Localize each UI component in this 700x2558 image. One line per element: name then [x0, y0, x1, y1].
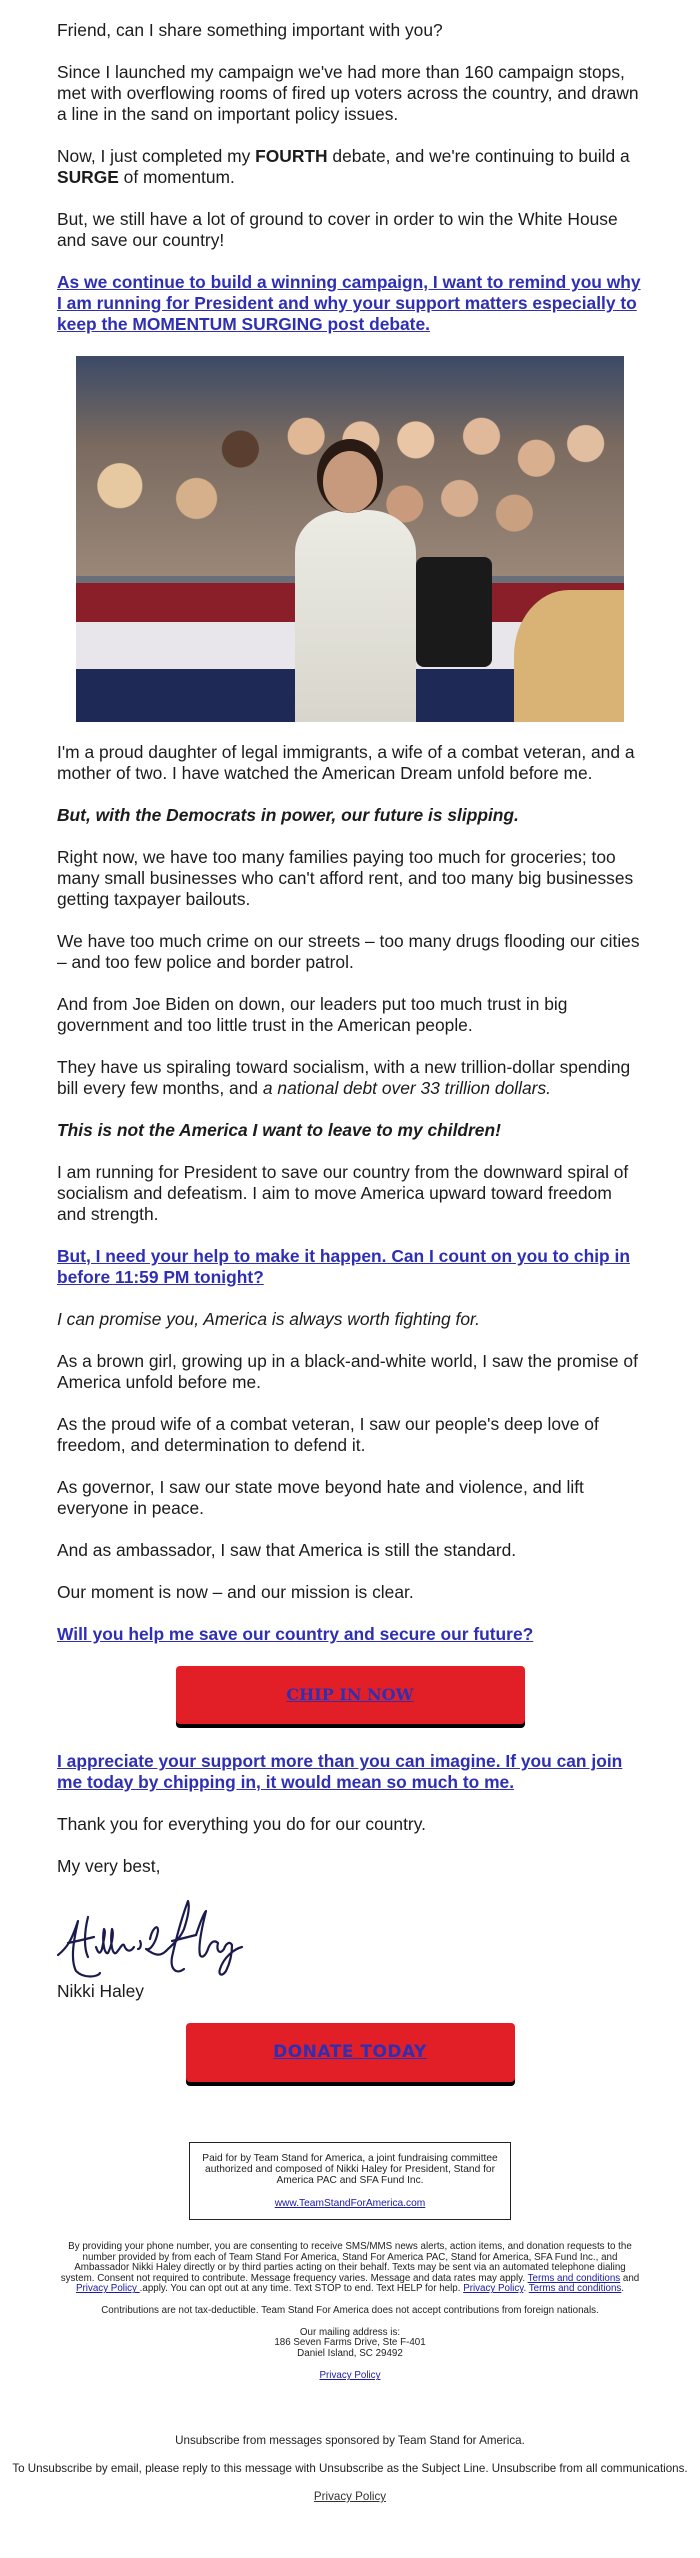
- sms-disclaimer: [58, 2242, 643, 2317]
- governor-paragraph: As governor, I saw our state move beyond hate and violence, and lift everyone in peace.: [57, 1477, 584, 1518]
- sms-text: .: [621, 2283, 625, 2295]
- fourth-emphasis: FOURTH: [255, 146, 328, 166]
- signoff: My very best,: [57, 1856, 161, 1876]
- help-link-paragraph: [57, 1246, 643, 1288]
- campaign-stops-paragraph: Since I launched my campaign we've had more than 160 campaign stops, met with overflowing rooms of fired up voters across the country, and drawn a line in the sand on important policy issues.: [57, 62, 639, 124]
- momentum-link[interactable]: As we continue to build a winning campaign, I want to remind you why I am running for President and why your support matters especially to keep the MOMENTUM SURGING post debate.: [57, 272, 641, 334]
- sms-text: and: [620, 2272, 640, 2284]
- paid-for-wrap: [0, 2142, 700, 2220]
- momentum-link-paragraph: [57, 272, 643, 335]
- sms-text: By providing your phone number, you are consenting to receive SMS/MMS news alerts, action items, and donation requests to the number provided by from each of Team Stand For America, Stand For America PAC, Stand for America, SFA Fund Inc., and Ambassador Nikki Haley directly or by third parties acting on their behalf. Texts may be sent via an automated telephone dialing system. Consent not required to contribute. Message frequency varies. Message and data rates may apply.: [60, 2241, 632, 2284]
- terms-link[interactable]: Terms and conditions: [527, 2272, 621, 2284]
- chip-in-now-button[interactable]: CHIP IN NOW: [176, 1666, 525, 1724]
- appreciate-link-paragraph: [57, 1751, 643, 1793]
- privacy-link[interactable]: Privacy Policy: [463, 2283, 524, 2295]
- debate-text: of momentum.: [118, 167, 235, 187]
- foreground-person: [514, 590, 624, 722]
- appreciate-link[interactable]: I appreciate your support more than you can imagine. If you can join me today by chipping in, it would mean so much to me.: [57, 1751, 623, 1792]
- wife-paragraph: As the proud wife of a combat veteran, I saw our people's deep love of freedom, and determination to defend it.: [57, 1414, 599, 1455]
- terms-link[interactable]: Terms and conditions: [528, 2283, 622, 2295]
- privacy-policy-link[interactable]: Privacy Policy: [319, 2370, 381, 2382]
- surge-emphasis: SURGE: [57, 167, 119, 187]
- slipping-paragraph: But, with the Democrats in power, our future is slipping.: [57, 805, 519, 825]
- mailing-address: [0, 2328, 700, 2382]
- debate-paragraph: [57, 146, 643, 188]
- groceries-paragraph: Right now, we have too many families paying too much for groceries; too many small businesses who can't afford rent, and too many big businesses getting taxpayer bailouts.: [57, 847, 634, 909]
- save-country-link[interactable]: Will you help me save our country and secure our future?: [57, 1624, 534, 1644]
- moment-paragraph: Our moment is now – and our mission is clear.: [57, 1582, 414, 1602]
- tax-note: Contributions are not tax-deductible. Team Stand For America does not accept contributions from foreign nationals.: [101, 2304, 599, 2316]
- save-link-paragraph: [57, 1624, 643, 1645]
- chip-in-button-wrap: [57, 1666, 643, 1724]
- crime-paragraph: We have too much crime on our streets – too many drugs flooding our cities – and too few police and border patrol.: [57, 931, 640, 972]
- privacy-link[interactable]: Privacy Policy: [75, 2283, 140, 2295]
- candidate-figure: [295, 510, 416, 722]
- greeting: Friend, can I share something important with you?: [57, 20, 443, 40]
- debate-text: debate, and we're continuing to build a: [327, 146, 630, 166]
- promise-paragraph: I can promise you, America is always worth fighting for.: [57, 1309, 481, 1329]
- brown-girl-paragraph: As a brown girl, growing up in a black-and-white world, I saw the promise of America unfold before me.: [57, 1351, 638, 1392]
- unsubscribe-section: [0, 2434, 700, 2504]
- biden-paragraph: And from Joe Biden on down, our leaders put too much trust in big government and too little trust in the American people.: [57, 994, 568, 1035]
- address-line-1: 186 Seven Farms Drive, Ste F-401: [274, 2337, 426, 2349]
- signature-image: [54, 1899, 264, 1981]
- address-label: Our mailing address is:: [299, 2326, 401, 2338]
- unsubscribe-sponsored[interactable]: Unsubscribe from messages sponsored by Team Stand for America.: [175, 2433, 525, 2447]
- chip-in-tonight-link[interactable]: But, I need your help to make it happen. Can I count on you to chip in before 11:59 PM tonight?: [57, 1246, 630, 1287]
- ground-paragraph: But, we still have a lot of ground to cover in order to win the White House and save our country!: [57, 209, 618, 250]
- sms-text: .apply. You can opt out at any time. Text STOP to end. Text HELP for help.: [139, 2283, 464, 2295]
- unsubscribe-email: To Unsubscribe by email, please reply to this message with Unsubscribe as the Subject Line. Unsubscribe from all communications.: [12, 2461, 688, 2475]
- donate-button-wrap: [57, 2023, 643, 2082]
- bottom-privacy-policy-link[interactable]: Privacy Policy: [313, 2489, 387, 2503]
- thanks-paragraph: Thank you for everything you do for our country.: [57, 1814, 426, 1834]
- debate-text: Now, I just completed my: [57, 146, 256, 166]
- website-link[interactable]: www.TeamStandForAmerica.com: [274, 2198, 426, 2209]
- debt-emphasis: a national debt over 33 trillion dollars.: [262, 1078, 551, 1098]
- paid-for-text: Paid for by Team Stand for America, a joint fundraising committee authorized and composed of Nikki Haley for President, Stand for America PAC and SFA Fund Inc.: [202, 2153, 498, 2186]
- running-paragraph: I am running for President to save our country from the downward spiral of socialism and defeatism. I aim to move America upward toward freedom and strength.: [57, 1162, 629, 1224]
- sms-text: .: [523, 2283, 529, 2295]
- address-line-2: Daniel Island, SC 29492: [297, 2347, 403, 2359]
- signature-name: Nikki Haley: [57, 1981, 144, 2001]
- donate-today-button[interactable]: DONATE TODAY: [186, 2023, 515, 2082]
- camera: [416, 557, 493, 667]
- daughter-paragraph: I'm a proud daughter of legal immigrants, a wife of a combat veteran, and a mother of two. I have watched the American Dream unfold before me.: [57, 742, 635, 783]
- socialism-paragraph: [57, 1057, 643, 1099]
- sms-consent-text: [58, 2242, 643, 2295]
- ambassador-paragraph: And as ambassador, I saw that America is still the standard.: [57, 1540, 517, 1560]
- children-paragraph: This is not the America I want to leave to my children!: [57, 1120, 501, 1140]
- hero-photo[interactable]: [76, 356, 624, 722]
- socialism-text: They have us spiraling toward socialism, with a new trillion-dollar spending bill every few months, and: [57, 1057, 631, 1098]
- paid-for-box: [189, 2142, 511, 2220]
